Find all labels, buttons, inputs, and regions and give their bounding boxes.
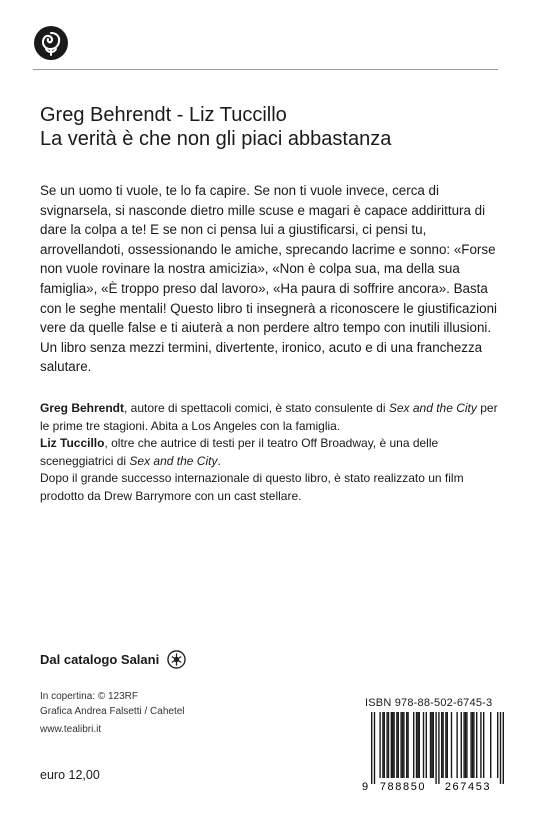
barcode-digits-left: 788850 — [379, 781, 427, 792]
barcode-bar — [400, 712, 401, 778]
bio-behrendt — [40, 400, 510, 435]
barcode-bar — [417, 712, 418, 778]
barcode-bar — [433, 712, 434, 778]
barcode-bar — [473, 712, 474, 778]
barcode-bar — [384, 712, 385, 778]
publisher-website: www.tealibri.it — [40, 724, 102, 735]
barcode-bar — [374, 712, 375, 784]
book-blurb — [40, 181, 510, 377]
barcode-bar — [438, 712, 439, 784]
graphics-credit: Grafica Andrea Falsetti / Cahetel — [40, 705, 185, 717]
barcode-bar — [393, 712, 394, 778]
barcode-bar — [490, 712, 491, 778]
book-heading — [40, 103, 391, 151]
barcode-bar — [463, 712, 464, 778]
author-name: Liz Tuccillo — [40, 436, 105, 451]
barcode-bar — [500, 712, 501, 784]
barcode-bar — [431, 712, 432, 778]
barcode-bar — [435, 712, 436, 784]
authors: Greg Behrendt - Liz Tuccillo — [40, 104, 287, 126]
isbn-label: ISBN 978-88-502-6745-3 — [365, 697, 493, 709]
barcode-bar — [403, 712, 404, 778]
barcode-bar — [483, 712, 484, 778]
barcode-bar — [466, 712, 467, 778]
barcode-bar — [382, 712, 383, 778]
barcode-digit-first: 9 — [362, 781, 369, 792]
barcode-bar — [379, 712, 380, 778]
barcode-bar — [476, 712, 477, 778]
barcode-bar — [371, 712, 372, 784]
barcode-bar — [451, 712, 452, 778]
barcode-bar — [407, 712, 408, 778]
bio-film-note: Dopo il grande successo internazionale di questo libro, è stato realizzato un film prodotto da Drew Barrymore con un cast stellare. — [40, 471, 464, 503]
barcode-bar — [480, 712, 481, 778]
cover-credit: In copertina: © 123RF — [40, 691, 138, 702]
blurb-paragraph: Un libro senza mezzi termini, divertente, ironico, acuto e di una franchezza salutare. — [40, 339, 483, 375]
barcode-bar — [442, 712, 443, 778]
bio-text: per le prime tre stagioni. Abita a Los Angeles con la famiglia. — [40, 401, 498, 433]
author-name: Greg Behrendt — [40, 401, 125, 415]
barcode-bar — [430, 712, 431, 778]
top-divider — [33, 69, 498, 70]
barcode-bar — [447, 712, 448, 778]
barcode-bar — [413, 712, 414, 778]
barcode-bar — [398, 712, 399, 778]
bio-text: . — [217, 453, 221, 468]
barcode-bar — [416, 712, 417, 778]
barcode-digits-right: 267453 — [444, 781, 492, 792]
barcode — [361, 712, 516, 792]
rose-logo-icon — [33, 25, 69, 61]
barcode-bar — [391, 712, 392, 778]
price: euro 12,00 — [40, 768, 100, 782]
barcode-bar — [386, 712, 387, 778]
barcode-bar — [392, 712, 393, 778]
barcode-bar — [396, 712, 397, 778]
barcode-bar — [426, 712, 427, 778]
bio-text: , oltre che autrice di testi per il teatro Off Broadway, è una delle sceneggiatrici di — [40, 436, 439, 468]
barcode-bar — [456, 712, 457, 778]
barcode-bar — [497, 712, 498, 778]
barcode-bar — [388, 712, 389, 778]
cover-credits — [40, 690, 185, 719]
barcode-bar — [406, 712, 407, 778]
bio-text: , autore di spettacoli comici, è stato consulente di — [124, 401, 389, 415]
book-title: La verità è che non gli piaci abbastanza — [40, 128, 392, 150]
barcode-bar — [470, 712, 471, 778]
barcode-bar — [402, 712, 403, 778]
barcode-bar — [445, 712, 446, 778]
barcode-bar — [465, 712, 466, 778]
bio-tuccillo — [40, 435, 510, 470]
barcode-bar — [472, 712, 473, 778]
catalog-label: Dal catalogo Salani — [40, 652, 160, 667]
catalog-line — [40, 650, 186, 669]
show-title: Sex and the City — [388, 401, 477, 415]
barcode-bar — [423, 712, 424, 778]
barcode-bar — [441, 712, 442, 778]
blurb-paragraph: Se un uomo ti vuole, te lo fa capire. Se non ti vuole invece, cerca di svignarsela, si nasconde dietro mille scuse e magari è capace addirittura di dare la colpa a te! E se non ci pensa lui a giustificarsi, ci pensi tu, arrovellandoti, ossessionando le amiche, sprecando lacrime e sonno: «Forse non vuole rovinare la nostra amicizia», «Non è colpa sua, ma della sua famiglia», «È troppo preso dal lavoro», «Ha paura di soffrire ancora». Basta con le seghe mentali! Questo libro ti insegnerà a riconoscere le giustificazioni vere da quelle false e ti aiuterà a non perdere altro tempo con inutili illusioni. — [40, 183, 498, 336]
barcode-bar — [461, 712, 462, 778]
show-title: Sex and the City — [129, 453, 218, 468]
salani-logo-icon — [167, 650, 186, 669]
barcode-bar — [419, 712, 420, 778]
author-bios — [40, 400, 510, 506]
barcode-bar — [503, 712, 504, 784]
